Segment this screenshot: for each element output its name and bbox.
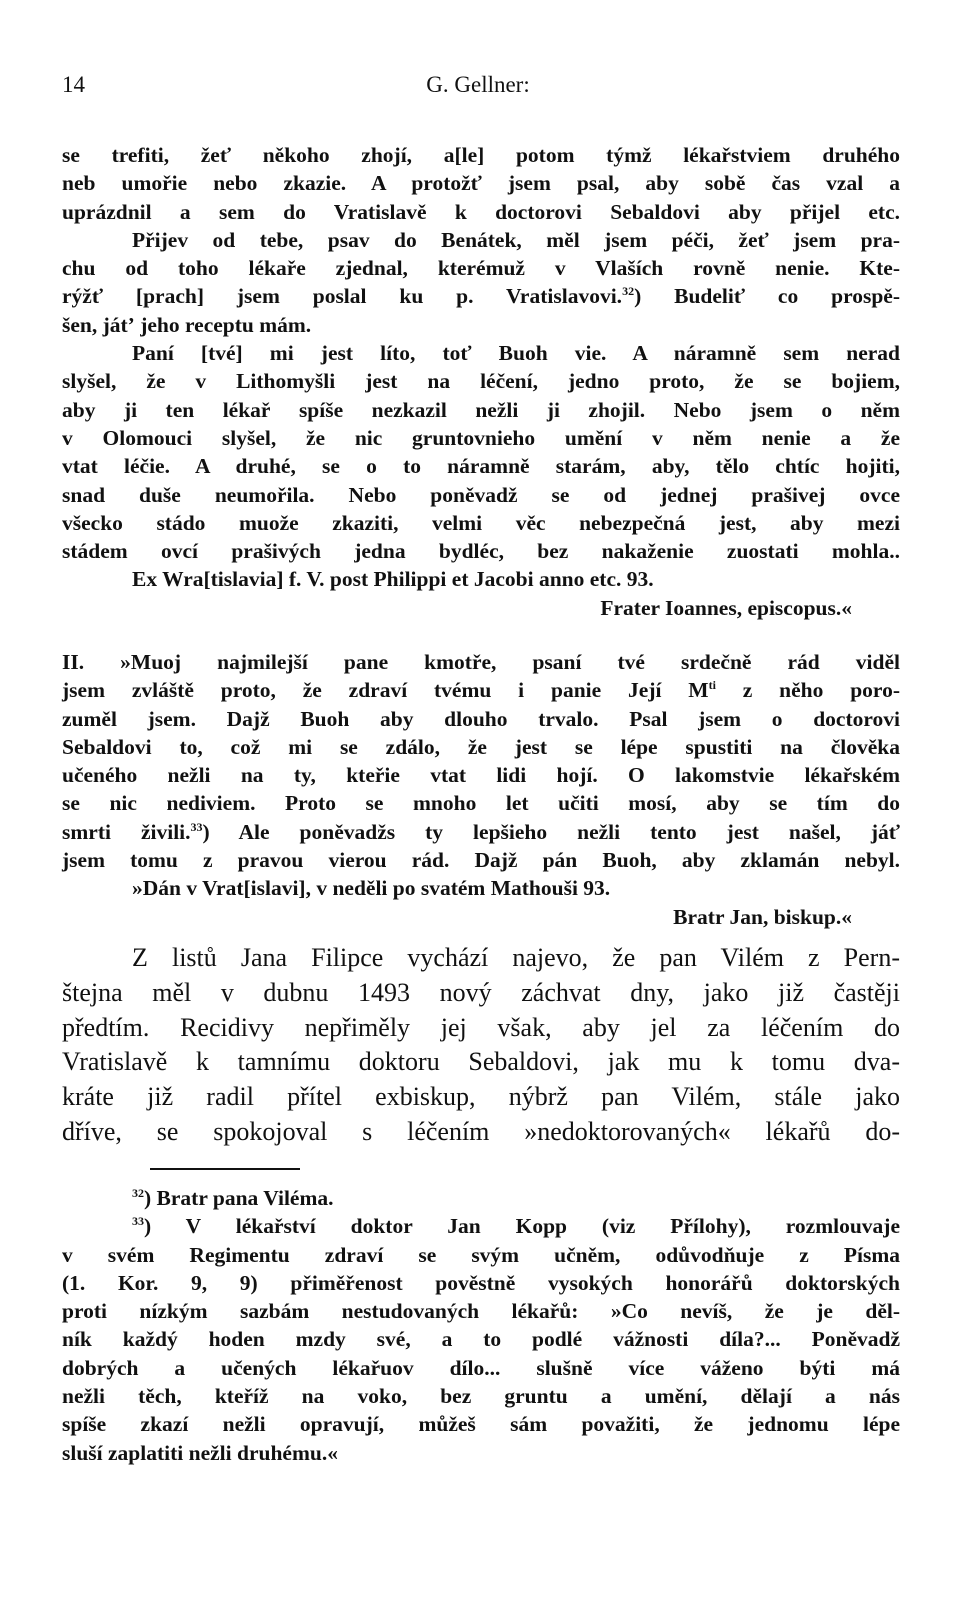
signature-line: Frater Ioannes, episcopus.« bbox=[600, 595, 852, 620]
text-line: kráte již radil přítel exbiskup, nýbrž pan Vilém, stále jako bbox=[62, 1082, 900, 1112]
text-line: všecko stádo muože zkaziti, velmi věc nebezpečná jest, aby mezi bbox=[62, 510, 900, 535]
text-span: ) Bratr pana Viléma. bbox=[144, 1186, 334, 1210]
text-line: dobrých a učených lékařuov dílo... slušně více váženo býti má bbox=[62, 1355, 900, 1380]
letter-one bbox=[62, 141, 900, 622]
footnote-mark: 32 bbox=[132, 1185, 144, 1200]
text-span: smrti živili. bbox=[62, 819, 191, 844]
page-header bbox=[62, 72, 894, 102]
footnote-ref-33: 33 bbox=[190, 819, 203, 834]
dateline: »Dán v Vrat[islavi], v neděli po svatém Mathouši 93. bbox=[132, 876, 611, 901]
text-line: proti nízkým sazbám nestudovaných lékařů: »Co nevíš, že je děl- bbox=[62, 1299, 900, 1324]
text-line: Z listů Jana Filipce vychází najevo, že pan Vilém z Pern- bbox=[132, 943, 900, 972]
footnote-32 bbox=[62, 1184, 900, 1212]
text-line: neb umořie nebo zkazie. A protožť jsem psal, aby sobě čas vzal a bbox=[62, 171, 900, 196]
text-line: snad duše neumořila. Nebo poněvadž se od jednej prašivej ovce bbox=[62, 482, 900, 507]
text-line: šen, játʼ jeho receptu mám. bbox=[62, 312, 312, 337]
text-line: se trefiti, žeť někoho zhojí, a[le] potom týmž lékařstviem druhého bbox=[62, 143, 900, 167]
footnote-33 bbox=[62, 1212, 900, 1240]
footnotes bbox=[62, 1184, 900, 1467]
text-line-with-footnote-ref bbox=[62, 818, 900, 846]
text-span: ) Ale poněvadžs ty lepšieho nežli tento jest našel, jáť bbox=[202, 819, 901, 844]
text-line: jsem tomu z pravou vierou rád. Dajž pán Buoh, aby zklamán nebyl. bbox=[62, 848, 900, 873]
text-line: Sebaldovi to, což mi se zdálo, že jest se lépe spustiti na člověka bbox=[62, 734, 900, 759]
text-span: z něho poro- bbox=[715, 678, 900, 703]
text-line: štejna měl v dubnu 1493 nový záchvat dny, jako již častěji bbox=[62, 977, 900, 1007]
text-line: zuměl jsem. Dajž Buoh aby dlouho trvalo. Psal jsem o doctorovi bbox=[62, 706, 900, 731]
text-span: rýžť [prach] jsem poslal ku p. Vratislavovi. bbox=[62, 284, 623, 309]
text-line: dříve, se spokojoval s léčením »nedoktorovaných« lékařů do- bbox=[62, 1116, 900, 1146]
superscript-ti: ti bbox=[708, 678, 716, 693]
main-text bbox=[62, 941, 900, 1150]
letter-two bbox=[62, 648, 900, 931]
footnote-separator bbox=[150, 1168, 300, 1170]
page-number: 14 bbox=[62, 72, 85, 97]
text-span: ) V lékařství doktor Jan Kopp (viz Přílohy), rozmlouvaje bbox=[144, 1214, 900, 1239]
text-line: sluší zaplatiti nežli druhému.« bbox=[62, 1440, 338, 1465]
text-line: učeného nežli na ty, kteřie vtat lidi hojí. O lakomstvie lékařském bbox=[62, 763, 900, 788]
text-line: se nic nediviem. Proto se mnoho let učiti mosí, aby se tím do bbox=[62, 791, 900, 816]
text-line: v svém Regimentu zdraví se svým učněm, odůvodňuje z Písma bbox=[62, 1242, 900, 1267]
text-line: chu od toho lékaře zjednal, kterémuž v Vlaších rovně nenie. Kte- bbox=[62, 256, 900, 281]
text-line: II. »Muoj najmilejší pane kmotře, psaní tvé srdečně rád viděl bbox=[62, 650, 900, 674]
text-line: uprázdnil a sem do Vratislavě k doctorovi Sebaldovi aby přijel etc. bbox=[62, 199, 900, 224]
footnote-ref-32: 32 bbox=[622, 284, 635, 299]
text-line: nežli těch, kteříž na voko, bez gruntu a umění, dělají a nás bbox=[62, 1384, 900, 1409]
text-span: jsem zvláště proto, že zdraví tvému i panie Její M bbox=[62, 678, 709, 703]
text-line: (1. Kor. 9, 9) přiměřenost pověstně vysokých honorářů doktorských bbox=[62, 1270, 900, 1295]
dateline: Ex Wra[tislavia] f. V. post Philippi et Jacobi anno etc. 93. bbox=[132, 567, 654, 592]
text-line-with-superscript bbox=[62, 676, 900, 704]
text-line: aby ji ten lékař spíše nezkazil nežli ji zhojil. Nebo jsem o něm bbox=[62, 397, 900, 422]
text-line: v Olomouci slyšel, že nic gruntovnieho umění v něm nenie a že bbox=[62, 425, 900, 450]
footnote-mark: 33 bbox=[132, 1214, 144, 1229]
text-line: předtím. Recidivy nepřiměly jej však, aby jel za léčením do bbox=[62, 1012, 900, 1042]
running-title: G. Gellner: bbox=[426, 72, 530, 97]
text-span: ) Budeliť co prospě- bbox=[634, 284, 900, 309]
text-line: ník každý hoden mzdy své, a to podlé vážnosti díla?... Poněvadž bbox=[62, 1327, 900, 1352]
text-line: spíše zkazí nežli opravují, můžeš sám považiti, že jednomu lépe bbox=[62, 1412, 900, 1437]
text-line: Vratislavě k tamnímu doktoru Sebaldovi, jak mu k tomu dva- bbox=[62, 1047, 900, 1077]
text-line: Přijev od tebe, psav do Benátek, měl jsem péči, žeť jsem pra- bbox=[132, 227, 900, 252]
text-line: stádem ovcí prašivých jedna bydléc, bez nakaženie zuostati mohla.. bbox=[62, 539, 900, 564]
text-line: slyšel, že v Lithomyšli jest na léčení, jedno proto, že se bojiem, bbox=[62, 369, 900, 394]
text-line: vtat léčie. A druhé, se o to náramně starám, aby, tělo chtíc hojiti, bbox=[62, 454, 900, 479]
text-line: Paní [tvé] mi jest líto, toť Buoh vie. A náramně sem nerad bbox=[132, 341, 900, 366]
text-line-with-footnote-ref bbox=[62, 282, 900, 310]
signature-line: Bratr Jan, biskup.« bbox=[673, 904, 852, 929]
